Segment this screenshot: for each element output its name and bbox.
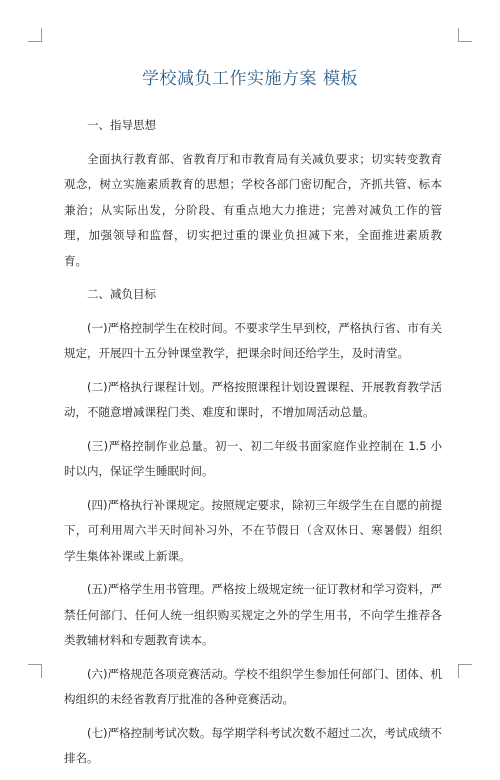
document-body — [64, 113, 442, 780]
crop-mark-top-left — [28, 28, 42, 42]
paragraph-goal-6: (六)严格规范各项竞赛活动。学校不组织学生参加任何部门、团体、机构组织的未经省教育厅批准的各种竞赛活动。 — [64, 666, 442, 706]
section-guiding-ideology — [64, 113, 442, 274]
paragraph-goal-7: (七)严格控制考试次数。每学期学科考试次数不超过二次，考试成绩不排名。 — [64, 725, 442, 765]
paragraph-goal-4: (四)严格执行补课规定。按照规定要求，除初三年级学生在自愿的前提下，可利用周六半天时间补习外，不在节假日（含双休日、寒暑假）组织学生集体补课或上新课。 — [64, 497, 442, 563]
crop-mark-bottom-left — [28, 664, 42, 678]
crop-mark-top-right — [458, 28, 472, 42]
paragraph-goal-2: (二)严格执行课程计划。严格按照课程计划设置课程、开展教育教学活动，不随意增减课程门类、难度和课时，不增加周活动总量。 — [64, 379, 442, 419]
paragraph-goal-1: (一)严格控制学生在校时间。不要求学生早到校，严格执行省、市有关规定，开展四十五分钟课堂教学，把课余时间还给学生，及时清堂。 — [64, 320, 442, 360]
crop-mark-bottom-right — [458, 664, 472, 678]
paragraph: 全面执行教育部、省教育厅和市教育局有关减负要求；切实转变教育观念，树立实施素质教育的思想；学校各部门密切配合，齐抓共管、标本兼治；从实际出发，分阶段、有重点地大力推进；完善对减负工作的管理，加强领导和监督，切实把过重的课业负担减下来，全面推进素质教育。 — [64, 151, 442, 268]
section-heading: 二、减负目标 — [87, 287, 156, 301]
paragraph-goal-3: (三)严格控制作业总量。初一、初二年级书面家庭作业控制在 1.5 小时以内，保证学生睡眠时间。 — [64, 438, 442, 478]
section-reduction-goals — [64, 282, 442, 772]
paragraph-goal-5: (五)严格学生用书管理。严格按上级规定统一征订教材和学习资料，严禁任何部门、任何人统一组织购买规定之外的学生用书，不向学生推荐各类教辅材料和专题教育读本。 — [64, 582, 442, 647]
section-heading: 一、指导思想 — [87, 118, 156, 132]
document-title: 学校减负工作实施方案 模板 — [142, 69, 358, 89]
